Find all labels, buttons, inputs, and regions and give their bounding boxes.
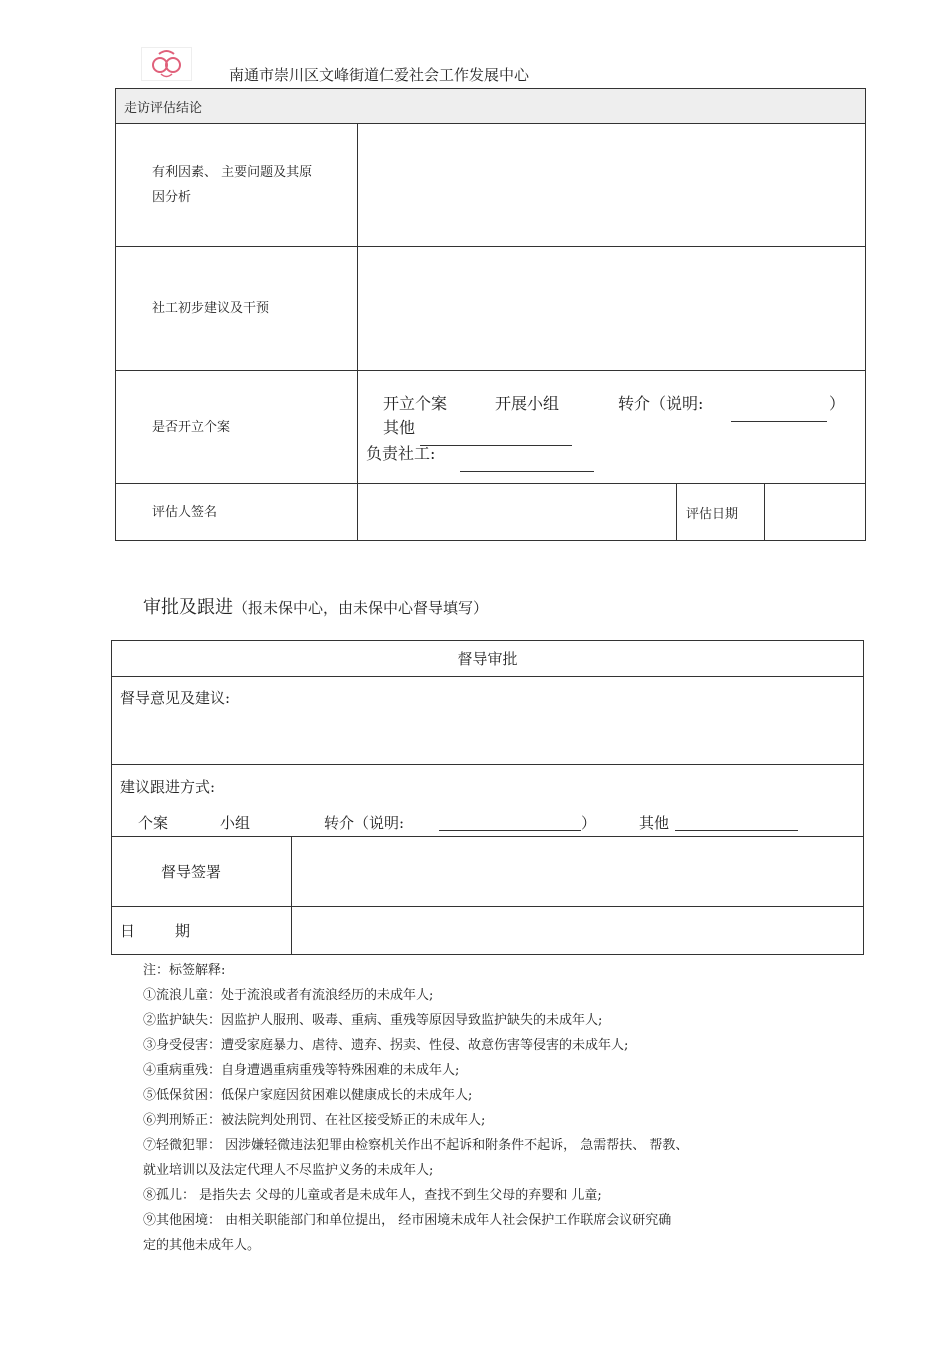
referral-blank[interactable] (731, 407, 827, 422)
notes-title: 注：标签解释: (143, 963, 226, 978)
other-blank[interactable] (675, 816, 798, 831)
assess-date-label: 评估日期 (677, 484, 765, 541)
option-other[interactable]: 其他 (383, 418, 416, 437)
opinion-field[interactable] (112, 677, 864, 765)
approval-table-title: 督导审批 (112, 641, 864, 677)
referral-blank[interactable] (439, 816, 581, 831)
open-case-label: 是否开立个案 (116, 371, 358, 484)
heart-logo-icon (141, 47, 192, 81)
note-line: ⑧孤儿： 是指失去 父母的儿童或者是未成年人，查找不到生父母的弃婴和 儿童; (143, 1188, 602, 1203)
responsible-blank[interactable] (460, 457, 594, 472)
factors-label: 有利因素、 主要问题及其原 因分析 (116, 124, 358, 247)
note-line: ③身受侵害：遭受家庭暴力、虐待、遗弃、拐卖、性侵、故意伤害等侵害的未成年人; (143, 1038, 629, 1053)
note-line: ①流浪儿童：处于流浪或者有流浪经历的未成年人; (143, 988, 434, 1003)
followup-row: 建议跟进方式: 个案 小组 转介（说明: ） 其他 (112, 765, 864, 837)
responsible-label: 负责社工: (366, 444, 436, 463)
followup-label: 建议跟进方式: (120, 778, 216, 796)
signer-label: 评估人签名 (116, 484, 358, 541)
option-open-case[interactable]: 开立个案 (383, 394, 448, 413)
option-group[interactable]: 小组 (220, 814, 251, 832)
organization-name: 南通市崇川区文峰街道仁爱社会工作发展中心 (229, 66, 530, 84)
note-line: ④重病重残：自身遭遇重病重残等特殊困难的未成年人; (143, 1063, 460, 1078)
option-case[interactable]: 个案 (138, 814, 169, 832)
opinion-label: 督导意见及建议: (120, 689, 231, 707)
assessment-table (115, 88, 866, 541)
option-group[interactable]: 开展小组 (495, 394, 560, 413)
note-line: ⑨其他困境： 由相关职能部门和单位提出， 经市困境未成年人社会保护工作联席会议研究确 (143, 1213, 672, 1228)
open-case-options: 开立个案 开展小组 转介（说明: ） 其他 负责社工: (358, 371, 866, 484)
approval-table (111, 640, 864, 955)
approval-date-field[interactable] (292, 907, 864, 955)
signature-label: 督导签署 (112, 837, 292, 907)
approval-heading: 审批及跟进（报未保中心，由未保中心督导填写） (143, 597, 489, 618)
option-referral[interactable]: 转介（说明: (618, 394, 704, 413)
suggestion-field[interactable] (358, 247, 866, 371)
assess-date-field[interactable] (765, 484, 866, 541)
other-blank[interactable] (420, 431, 572, 446)
factors-field[interactable] (358, 124, 866, 247)
note-line: ②监护缺失：因监护人服刑、吸毒、重病、重残等原因导致监护缺失的未成年人; (143, 1013, 603, 1028)
signature-field[interactable] (292, 837, 864, 907)
note-line: ⑤低保贫困：低保户家庭因贫困难以健康成长的未成年人; (143, 1088, 473, 1103)
option-referral[interactable]: 转介（说明: (324, 814, 405, 832)
note-line: ⑥判刑矫正：被法院判处刑罚、在社区接受矫正的未成年人; (143, 1113, 486, 1128)
note-line: 定的其他未成年人。 (143, 1238, 261, 1253)
suggestion-label: 社工初步建议及干预 (116, 247, 358, 371)
approval-date-label: 日 期 (112, 907, 292, 955)
note-line: ⑦轻微犯罪： 因涉嫌轻微违法犯罪由检察机关作出不起诉和附条件不起诉， 急需帮扶、 帮教、 (143, 1138, 689, 1153)
assessment-title: 走访评估结论 (116, 89, 866, 124)
signer-field[interactable] (358, 484, 677, 541)
note-line: 就业培训以及法定代理人不尽监护义务的未成年人; (143, 1163, 434, 1178)
option-other[interactable]: 其他 (639, 814, 670, 832)
